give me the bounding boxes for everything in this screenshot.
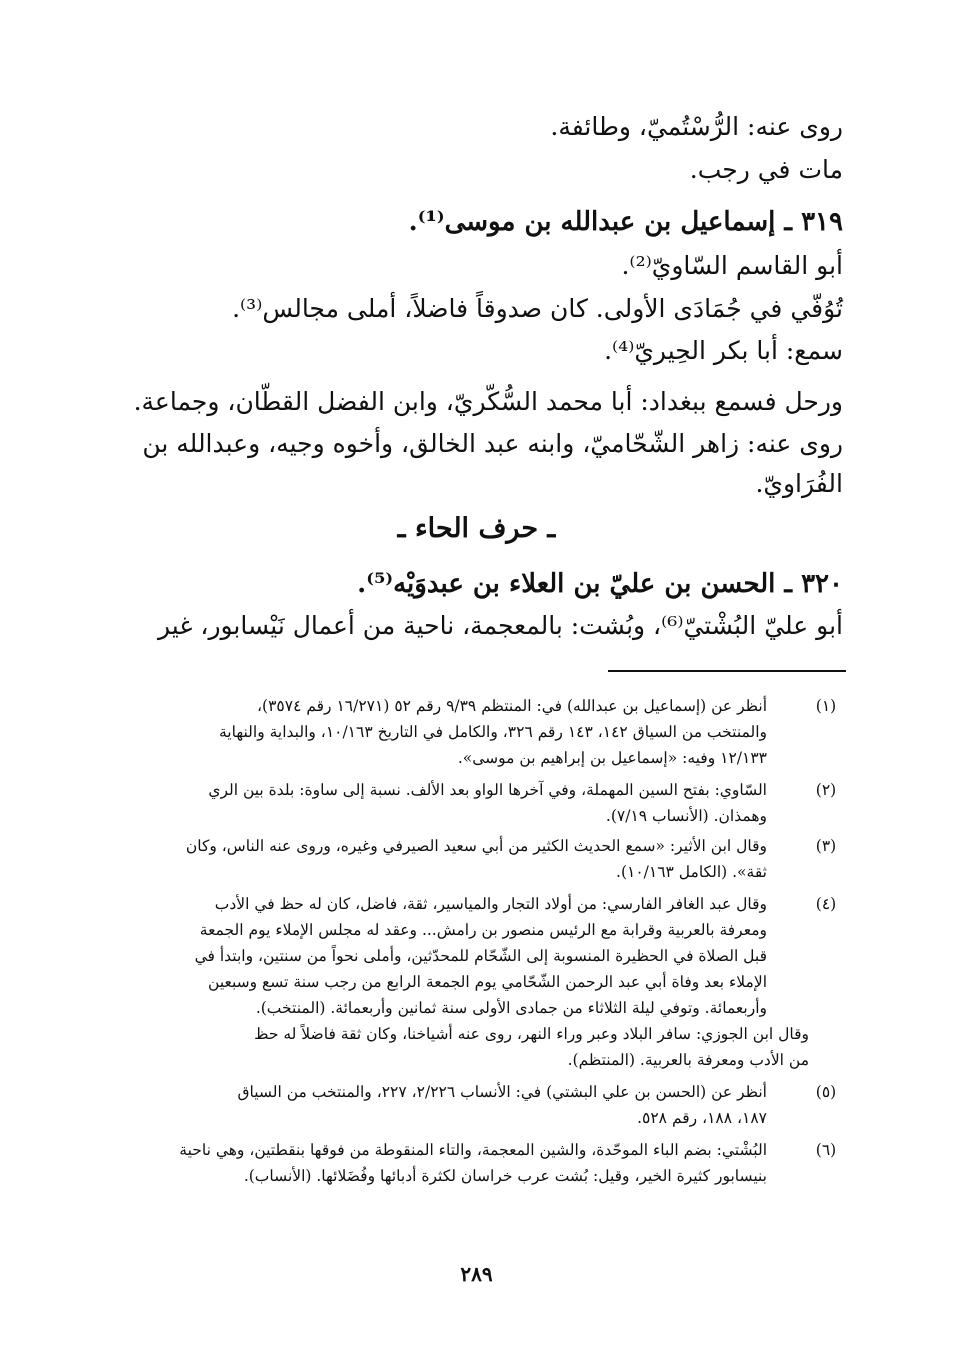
text-line: أبو عليّ البُشْتيّ⁽⁶⁾، وبُشت: بالمعجمة، ناحية من أعمال نَيْسابور، غير [158, 611, 843, 640]
footnote-number: (٣) [815, 837, 837, 855]
footnote-line: أنظر عن (إسماعيل بن عبدالله) في: المنتظم ٩/٣٩ رقم ٥٢ (١٦/٢٧١ رقم ٣٥٧٤)، [257, 697, 767, 715]
text-line: ورحل فسمع ببغداد: أبا محمد السُّكّريّ، وابن الفضل القطّان، وجماعة. [133, 387, 843, 416]
footnote-line: ومعرفة بالعربية وقرابة مع الرئيس منصور بن رامش... وعقد له مجلس الإملاء يوم الجمعة [199, 921, 767, 939]
footnote-line: السّاوي: بفتح السين المهملة، وفي آخرها الواو بعد الألف. نسبة إلى ساوة: بلدة بين الري [208, 781, 767, 799]
text-line: أبو القاسم السّاويّ⁽²⁾. [621, 251, 843, 280]
text-line: تُوُفّي في جُمَادَى الأولى. كان صدوقاً فاضلاً، أملى مجالس⁽³⁾. [232, 294, 843, 323]
text-line: روى عنه: زاهر الشّحّاميّ، وابنه عبد الخالق، وأخوه وجيه، وعبدالله بن [142, 429, 843, 458]
page-number: ٢٨٩ [460, 1262, 493, 1286]
footnote-line: أنظر عن (الحسن بن علي البشتي) في: الأنساب ٢/٢٢٦، ٢٢٧، والمنتخب من السياق [237, 1083, 767, 1101]
footnote-line: من الأدب ومعرفة بالعربية. (المنتظم). [567, 1051, 809, 1069]
footnote-4 [128, 891, 843, 1077]
footnote-number: (٢) [815, 781, 837, 799]
footnote-number: (١) [815, 697, 837, 715]
footnote-line: ١٢/١٣٣ وفيه: «إسماعيل بن إبراهيم بن موسى». [457, 749, 767, 767]
text-line: روى عنه: الرُّسْتُميّ، وطائفة. [550, 112, 843, 141]
entry-heading-319: ٣١٩ ـ إسماعيل بن عبدالله بن موسى⁽¹⁾. [408, 207, 843, 237]
footnote-line: بنيسابور كثيرة الخير، وقيل: بُشت عرب خراسان لكثرة أدبائها وفُضَلائها. (الأنساب). [243, 1167, 767, 1185]
footnote-3 [128, 833, 843, 889]
footnote-number: (٥) [815, 1083, 837, 1101]
footnote-1 [128, 693, 843, 771]
footnote-5 [128, 1079, 843, 1135]
entry-heading-320: ٣٢٠ ـ الحسن بن عليّ بن العلاء بن عبدوَيْه⁽⁵⁾. [357, 569, 843, 599]
footnote-line: وقال ابن الأثير: «سمع الحديث الكثير من أبي سعيد الصيرفي وغيره، وروى عنه الناس، وكان [185, 837, 767, 855]
text-line: الفُرَاويّ. [755, 469, 843, 498]
text-line: مات في رجب. [689, 155, 843, 184]
footnote-line: الإملاء بعد وفاة أبي عبد الرحمن الشّحّامي يوم الجمعة الرابع من رجب سنة تسع وسبعين [208, 973, 767, 991]
footnote-number: (٦) [815, 1141, 837, 1159]
footnote-separator [608, 670, 846, 672]
footnote-line: وقال عبد الغافر الفارسي: من أولاد التجار والمياسير، ثقة، فاضل، كان له حظ في الأدب [214, 895, 767, 913]
footnote-line: قبل الصلاة في الحظيرة المنسوبة إلى الشّحّام للمحدّثين، وأملى نحواً من سنتين، وابتدأ في [194, 947, 767, 965]
footnote-line: وقال ابن الجوزي: سافر البلاد وعبر وراء النهر، روى عنه أشياخنا، وكان ثقة فاضلاً له حظ [254, 1025, 809, 1043]
footnote-2 [128, 777, 843, 833]
footnotes [128, 693, 843, 1193]
footnote-line: وأربعمائة. وتوفي ليلة الثلاثاء من جمادى الأولى سنة ثمانين وأربعمائة. (المنتخب). [255, 999, 767, 1017]
footnote-6 [128, 1137, 843, 1193]
footnote-line: وهمذان. (الأنساب ٧/١٩). [605, 807, 767, 825]
footnote-line: ثقة». (الكامل ١٠/١٦٣). [616, 863, 767, 881]
footnote-number: (٤) [815, 895, 837, 913]
section-heading: ـ حرف الحاء ـ [397, 513, 556, 544]
footnote-line: ١٨٧، ١٨٨، رقم ٥٢٨. [637, 1109, 767, 1127]
text-line: سمع: أبا بكر الحِيريّ⁽⁴⁾. [604, 336, 843, 365]
footnote-line: البُشْتي: بضم الباء الموحّدة، والشين المعجمة، والتاء المنقوطة من فوقها بنقطتين، وهي ناحية [179, 1141, 767, 1159]
footnote-line: والمنتخب من السياق ١٤٢، ١٤٣ رقم ٣٢٦، والكامل في التاريخ ١٠/١٦٣، والبداية والنهاية [219, 723, 767, 741]
